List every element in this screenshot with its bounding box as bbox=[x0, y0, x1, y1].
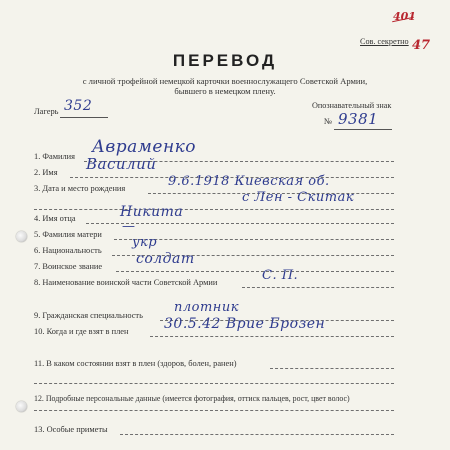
red-archive-number-2: 47 bbox=[412, 38, 431, 53]
specialty-value: плотник bbox=[174, 300, 240, 315]
unit-value: С. П. bbox=[262, 268, 299, 283]
field-label: 2. Имя bbox=[34, 168, 58, 177]
field-label: 6. Национальность bbox=[34, 246, 102, 255]
camp-underline bbox=[60, 117, 108, 118]
surname-value: Авраменко bbox=[92, 137, 197, 157]
subtitle-line-2: бывшего в немецком плену. bbox=[174, 86, 276, 96]
page-title: ПЕРЕВОД bbox=[172, 51, 278, 70]
field-line bbox=[116, 271, 394, 272]
field-label: 8. Наименование воинской части Советской Армии bbox=[34, 278, 218, 287]
tag-label: Опознавательный знак bbox=[312, 101, 392, 110]
field-line bbox=[242, 287, 394, 288]
nationality-value: укр bbox=[132, 235, 158, 250]
field-label: 12. Подробные персональные данные (имеется фотография, оттиск пальцев, рост, цвет волос) bbox=[34, 394, 350, 403]
red-archive-number: 401 bbox=[393, 10, 416, 23]
father-name-value: Никита bbox=[120, 204, 184, 220]
subtitle-line-1: с личной трофейной немецкой карточки военнослужащего Советской Армии, bbox=[82, 76, 368, 86]
field-label: 4. Имя отца bbox=[34, 214, 76, 223]
secret-label: Сов. секретно bbox=[360, 37, 409, 46]
tag-prefix: № bbox=[324, 117, 332, 126]
field-label: 1. Фамилия bbox=[34, 152, 76, 161]
field-label: 9. Гражданская специальность bbox=[34, 311, 143, 320]
field-label: 10. Когда и где взят в плен bbox=[34, 327, 129, 336]
field-line bbox=[270, 368, 394, 369]
field-label: 11. В каком состоянии взят в плен (здоров, болен, ранен) bbox=[34, 359, 237, 368]
field-line bbox=[150, 336, 394, 337]
field-label: 7. Воинское звание bbox=[34, 262, 103, 271]
camp-label: Лагерь bbox=[34, 107, 59, 116]
first-name-value: Василий bbox=[86, 155, 157, 173]
birth-value: 9.6.1918 Киевская об. bbox=[168, 174, 330, 189]
capture-value: 30.5.42 Врие Брозен bbox=[164, 316, 326, 332]
page-subtitle bbox=[0, 76, 450, 96]
camp-value: 352 bbox=[64, 98, 93, 114]
field-label: 5. Фамилия матери bbox=[34, 230, 102, 239]
field-line bbox=[34, 383, 394, 384]
field-line bbox=[34, 410, 394, 411]
punch-hole bbox=[16, 231, 27, 242]
birth-place-value: с Лен - Скитак bbox=[242, 190, 355, 205]
field-line bbox=[34, 209, 394, 210]
field-label: 13. Особые приметы bbox=[34, 425, 108, 434]
rank-value: солдат bbox=[136, 251, 195, 267]
mother-surname-value: — bbox=[122, 219, 136, 234]
tag-underline bbox=[334, 129, 392, 130]
tag-value: 9381 bbox=[338, 110, 379, 128]
punch-hole bbox=[16, 401, 27, 412]
field-label: 3. Дата и место рождения bbox=[34, 184, 126, 193]
field-line bbox=[120, 434, 394, 435]
